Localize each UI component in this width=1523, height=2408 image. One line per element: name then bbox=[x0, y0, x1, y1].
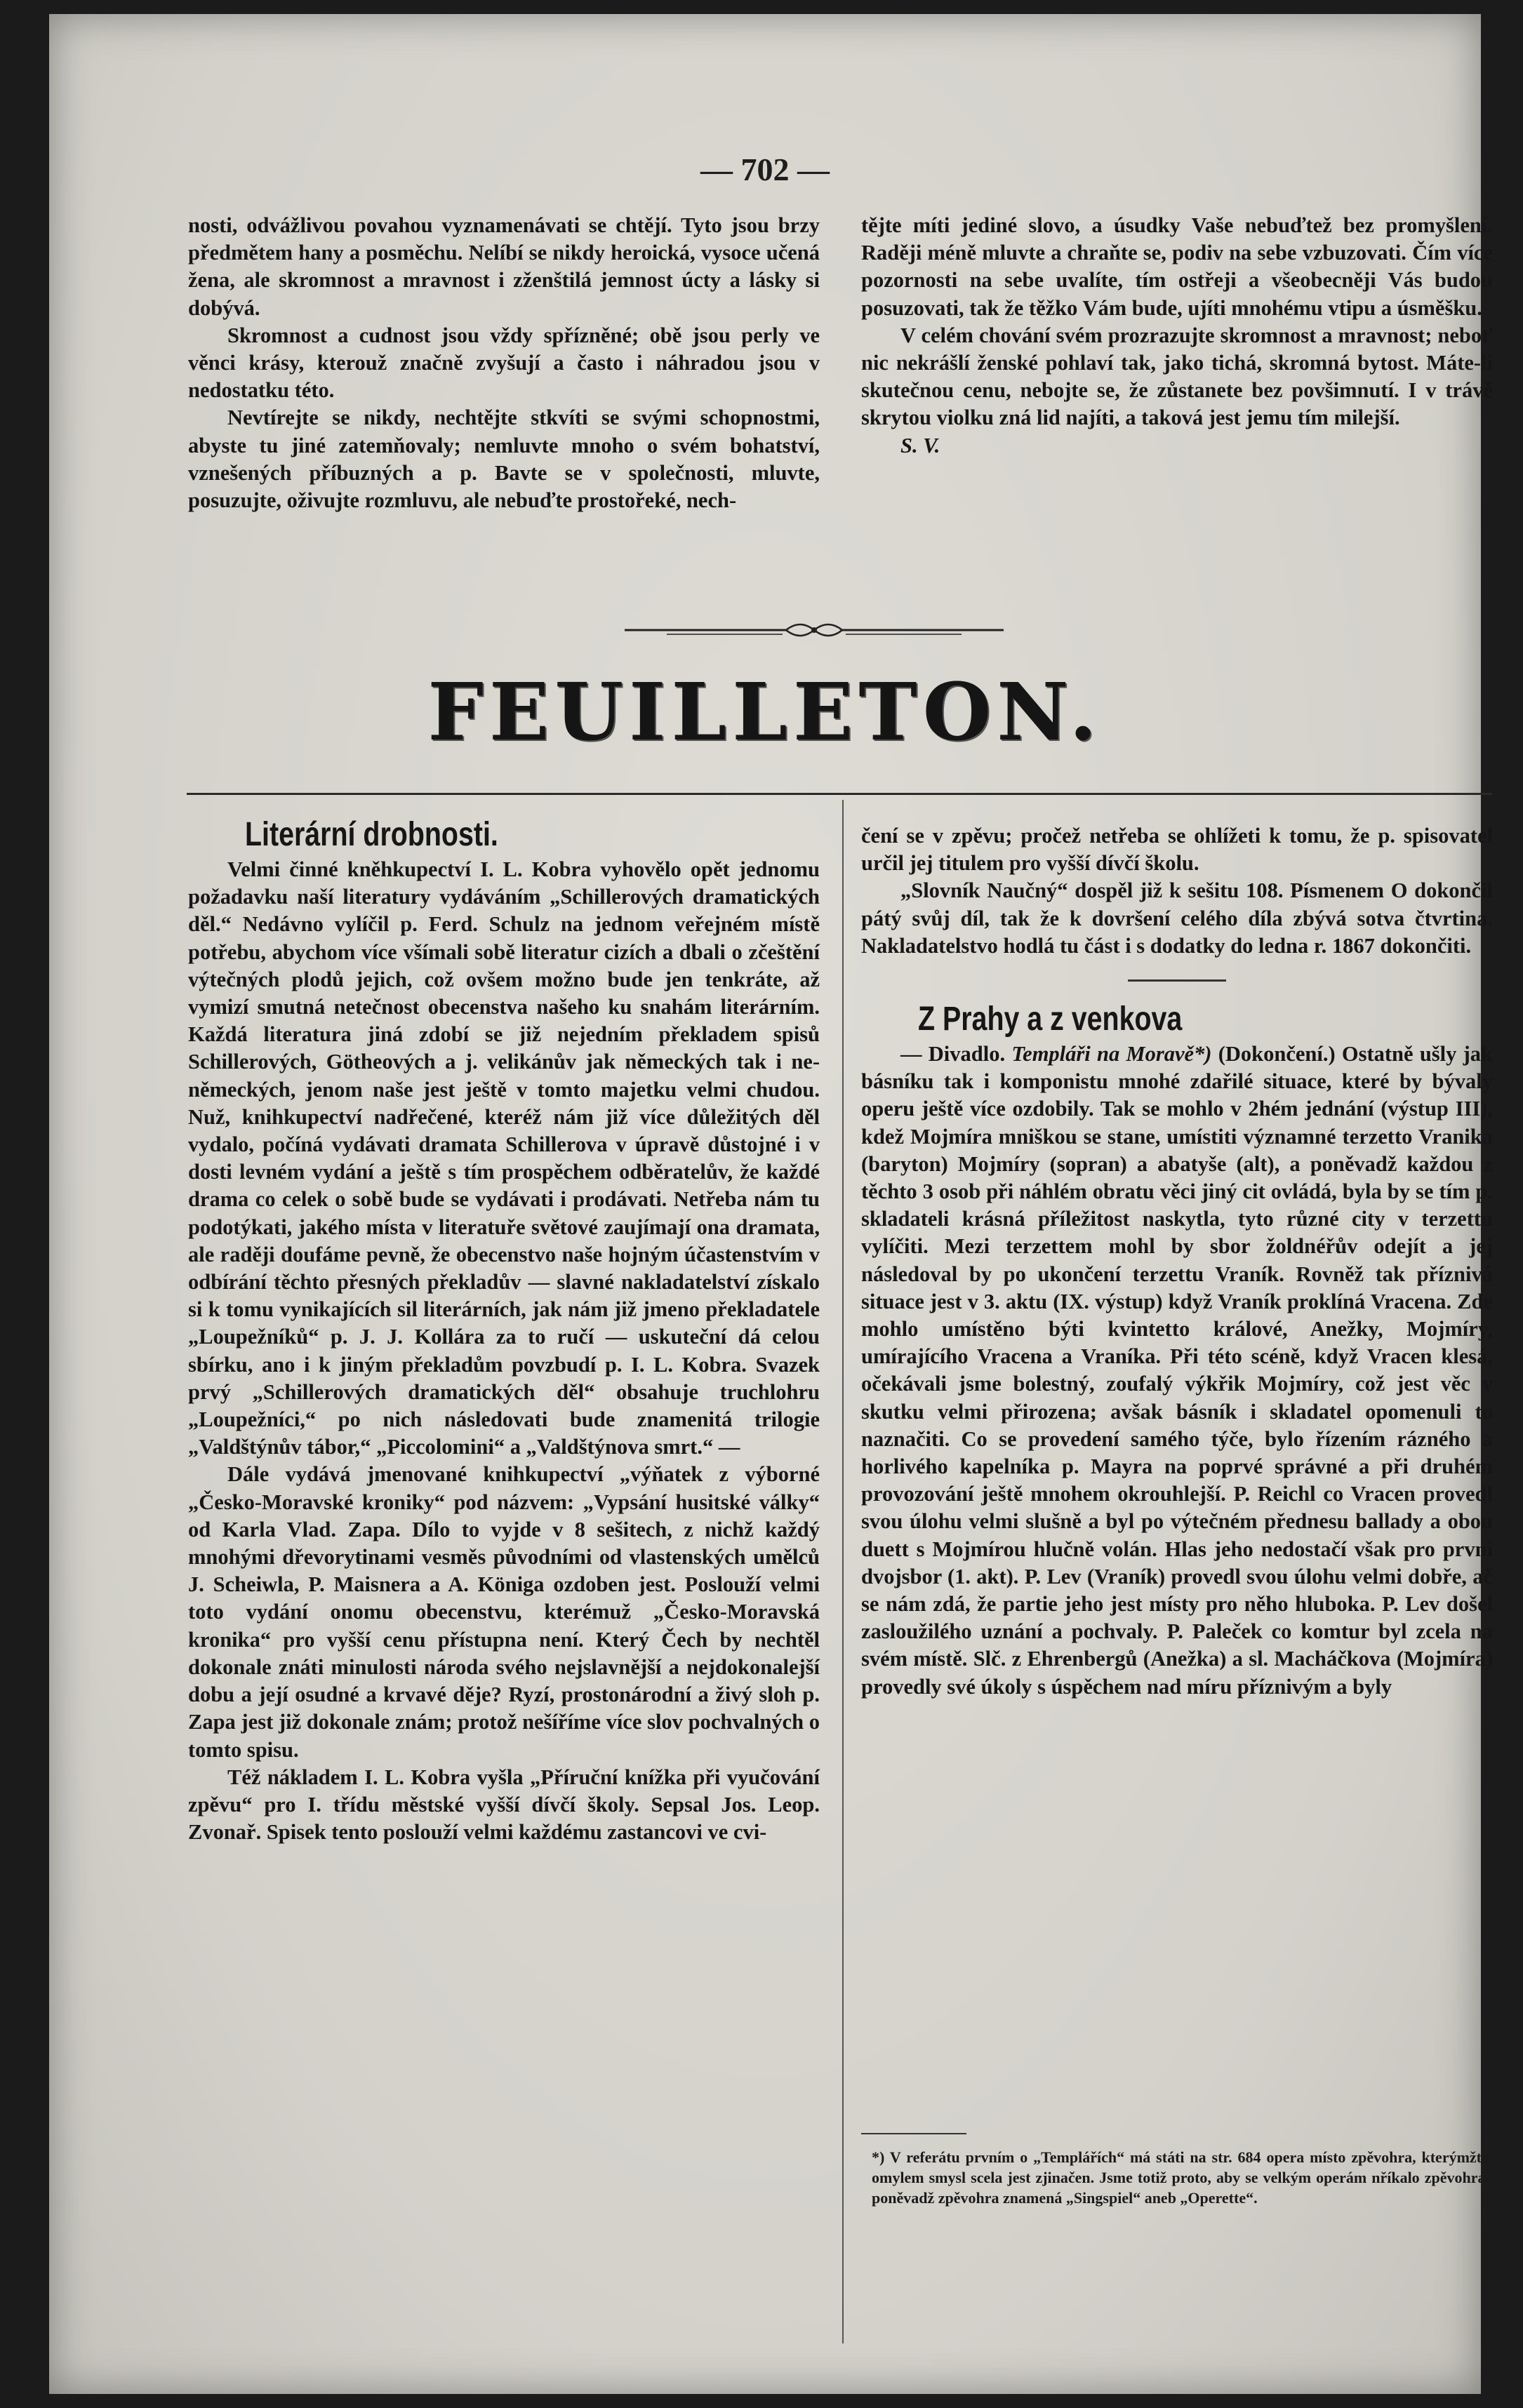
top-left-column bbox=[188, 212, 820, 514]
column-divider bbox=[842, 800, 844, 2343]
paragraph: tějte míti jediné slovo, a úsudky Vaše nebuďtež bez promyšlení. Raději méně mluvte a chraňte se, podiv na sebe vzbuzovati. Čím více pozornosti na sebe uvalíte, tím ostřeji a všeobecněji Vás budou posuzovati, tak že těžko Vám bude, ujíti mnohému vtipu a úsměšku. bbox=[861, 213, 1493, 320]
paragraph: Dále vydává jmenované knihkupectví „výňatek z výborné „Česko-Moravské kroniky“ pod názvem: „Vypsání husitské války“ od Karla Vlad. Zapa. Dílo to vyjde v 8 sešitech, z nichž každý mnohými dřevorytinami vesměs původními od vlastenských umělců J. Scheiwla, P. Maisnera a A. Königa ozdoben jest. Poslouží velmi toto vydání onomu obecenstvu, kterémuž „Česko-Moravská kronika“ pro vyšší cenu přístupna není. Který Čech by nechtěl dokonale znáti minulosti národa svého nejslavnější a nejdokonalejší dobu a její osudné a krvavé děje? Ryzí, prostonárodní a živý sloh p. Zapa jest již dokonale znám; protož nešíříme více slov pochvalných o tomto spisu. bbox=[188, 1462, 820, 1762]
divadlo-text: (Dokončení.) Ostatně ušly jak básníku tak i komponistu mnohé zdařilé situace, které by bývaly operu ještě více ozdobily. Tak se mohlo v 2hém jednání (výstup III), kdež Mojmíra mniškou se stane, umístiti významné terzetto Vranika (baryton) Mojmíry (sopran) a abatyše (alt), a poněvadž každou z těchto 3 osob při náhlém obratu věci jiný cit ovládá, byla by se tím p. skladateli krásná příležitost naskytla, tyto různé city v terzettu vylíčiti. Mezi terzettem mohl by sbor žoldnéřův odejít a jej následoval by po ukončení terzettu Vraník. Rovněž tak příznivá situace jest v 3. aktu (IX. výstup) když Vraník proklíná Vracena. Zde mohlo umístěno býti kvintetto králové, Anežky, Mojmíry, umírajícího Vracena a Vraníka. Při této scéně, když Vracen klesá, očekávali jsme bolestný, zoufalý výkřik Mojmíry, což jest věc v skutku velmi přirozena; avšak básník i skladatel opomenuli to naznačiti. Co se provedení samého týče, bylo řízením rázného a horlivého kapelníka p. Mayra na poprvé správné a při druhém provozování ještě mnohem okrouhlejší. P. Reichl co Vracen provedl svou úlohu velmi slušně a byl po výtečném přednesu ballady a obou duett s Mojmírou hlučně volán. Hlas jeho nedostačí však pro první dvojsbor (1. akt). P. Lev (Vraník) provedl svou úlohu velmi dobře, ač se nám zdá, že partie jeho jest místy pro něho hluboka. P. Lev došel zasloužilého uznání a pochvaly. P. Paleček co komtur byl zcela na svém místě. Slč. z Ehrenbergů (Anežka) a sl. Macháčkova (Mojmíra) provedly své úkoly s úspěchem nad míru příznivým a byly bbox=[861, 1042, 1494, 1699]
footnote-rule bbox=[861, 2133, 966, 2134]
paragraph bbox=[861, 1041, 1493, 1701]
paragraph: čení se v zpěvu; pročež netřeba se ohlížeti k tomu, že p. spisovatel určil jej titulem pro vyšší dívčí školu. bbox=[861, 824, 1493, 876]
divadlo-label: — Divadlo. bbox=[900, 1042, 1006, 1066]
feuilleton-title: FEUILLETON. bbox=[427, 667, 1103, 758]
paragraph: „Slovník Naučný“ dospěl již k sešitu 108. Písmenem O dokončil pátý svůj díl, tak že k dovršení celého díla zbývá sotva čtvrtina. Nakladatelstvo hodlá tu část i s dodatky do ledna r. 1867 dokončiti. bbox=[861, 878, 1493, 958]
literary-column bbox=[188, 814, 820, 1846]
news-column bbox=[861, 822, 1493, 1701]
section-rule bbox=[187, 793, 1492, 795]
divadlo-title: Templáři na Moravě*) bbox=[1011, 1042, 1212, 1066]
paragraph: Též nákladem I. L. Kobra vyšla „Příruční knížka při vyučování zpěvu“ pro I. třídu městské vyšší dívčí školy. Sepsal Jos. Leop. Zvonař. Spisek tento poslouží velmi každému zastancovi ve cvi- bbox=[188, 1765, 820, 1845]
top-right-column bbox=[861, 212, 1493, 460]
page-number: — 702 — bbox=[700, 152, 830, 187]
paragraph: nosti, odvážlivou povahou vyznamenávati se chtějí. Tyto jsou brzy předmětem hany a posměchu. Nelíbí se nikdy heroická, vysoce učená žena, ale skromnost a mravnost i zženštilá jemnost úcty a lásky si dobývá. bbox=[188, 213, 820, 320]
newspaper-page bbox=[49, 14, 1494, 2394]
paragraph: Velmi činné kněhkupectví I. L. Kobra vyhovělo opět jednomu požadavku naší literatury vydáváním „Schillerových dramatických děl.“ Nedávno vylíčil p. Ferd. Schulz na jednom veřejném místě potřebu, abychom více všímali sobě literatur cizích a dbali o zčeštění výtečných plodů jejich, což ovšem možno bude jen tenkráte, až vymizí smutná netečnost obecenstva našeho ku snahám literárním. Každá literatura jiná zdobí se již nejedním překladem spisů Schillerových, Götheových a j. velikánův jak německých tak i ne-německých, jenom naše jest ještě v tomto majetku velmi chudou. Nuž, knihkupectví nadřečené, kteréž nám již více důležitých děl vydalo, počíná vydávati dramata Schillerova v úpravě důstojné i v dosti levném vydání a ještě s tím prospěchem odběratelův, že každé drama co celek o sobě bude se vydávati i prodávati. Netřeba nám tu podotýkati, jakého místa v literatuře světové zaujímají ona dramata, ale raději doufáme pevně, že obecenstvo naše hojným účastenstvím v odbírání těchto přesných překladův — slavné nakladatelství získalo si k tomu vynikajících sil literárních, jak nám již jmeno překladatele „Loupežníků“ p. J. J. Kollára za to ručí — uskuteční dá celou sbírku, ano i k jiným překladům povzbudí p. I. L. Kobra. Svazek prvý „Schillerových dramatických děl“ obsahuje truchlohru „Loupežníci,“ po nich následovati bude znamenitá trilogie „Valdštýnův tábor,“ „Piccolomini“ a „Valdštýnova smrt.“ — bbox=[188, 857, 820, 1459]
ornament-divider bbox=[625, 617, 1004, 643]
paragraph: Nevtírejte se nikdy, nechtějte stkvíti se svými schopnostmi, abyste tu jiné zatemňovaly; nemluvte mnoho o svém bohatství, vznešených příbuzných a p. Bavte se v společnosti, mluvte, posuzujte, oživujte rozmluvu, ale nebuďte prostořeké, nech- bbox=[188, 406, 820, 513]
short-rule bbox=[1128, 979, 1226, 982]
author-signature: S. V. bbox=[900, 433, 940, 457]
literary-heading: Literární drobnosti. bbox=[245, 816, 498, 853]
paragraph: V celém chování svém prozrazujte skromnost a mravnost; neboť nic nekrášlí ženské pohlaví tak, jako tichá, skromná bytost. Máte-li skutečnou cenu, nebojte se, že zůstanete bez povšimnutí. I v trávě skrytou violku zná lid najíti, a taková jest jemu tím milejší. bbox=[861, 323, 1493, 430]
news-heading: Z Prahy a z venkova bbox=[918, 1001, 1183, 1038]
paragraph: Skromnost a cudnost jsou vždy spřízněné; obě jsou perly ve věnci krásy, kterouž značně zvyšují a často i náhradou jsou v nedostatku této. bbox=[188, 323, 820, 403]
footnote: *) V referátu prvním o „Templářích“ má státi na str. 684 opera místo zpěvohra, kterýmžto omylem smysl scela jest zjinačen. Jsme totiž proto, aby se velkým operám nříkalo zpěvohra, poněvadž zpěvohra znamená „Singspiel“ aneb „Operette“. bbox=[872, 2148, 1489, 2207]
